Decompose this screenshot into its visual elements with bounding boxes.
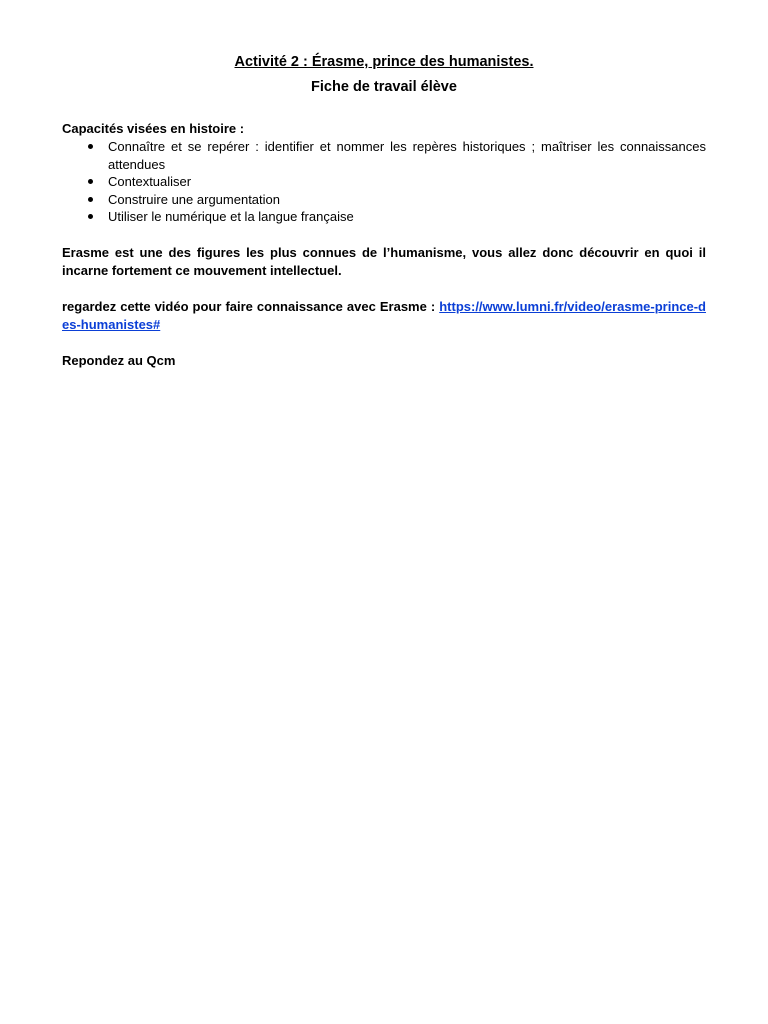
document-subtitle: Fiche de travail élève: [311, 79, 457, 95]
skill-item: Utiliser le numérique et la langue française: [108, 208, 706, 226]
video-link[interactable]: https://www.lumni.fr/video/erasme-prince-des-humanistes#: [62, 298, 706, 332]
skills-list: [62, 138, 706, 226]
video-prompt: regardez cette vidéo pour faire connaissance avec Erasme :: [62, 298, 440, 314]
document-title: Activité 2 : Érasme, prince des humanistes.: [234, 54, 534, 70]
skill-item: Construire une argumentation: [108, 191, 706, 209]
skill-item: Contextualiser: [108, 173, 706, 191]
qcm-instruction: Repondez au Qcm: [62, 352, 176, 368]
skill-item: Connaître et se repérer : identifier et nommer les repères historiques ; maîtriser les connaissances attendues: [108, 139, 706, 172]
video-paragraph: [62, 298, 706, 334]
skills-heading: Capacités visées en histoire :: [62, 121, 245, 136]
intro-paragraph: Erasme est une des figures les plus connues de l’humanisme, vous allez donc découvrir en quoi il incarne fortement ce mouvement intellectuel.: [62, 244, 706, 278]
